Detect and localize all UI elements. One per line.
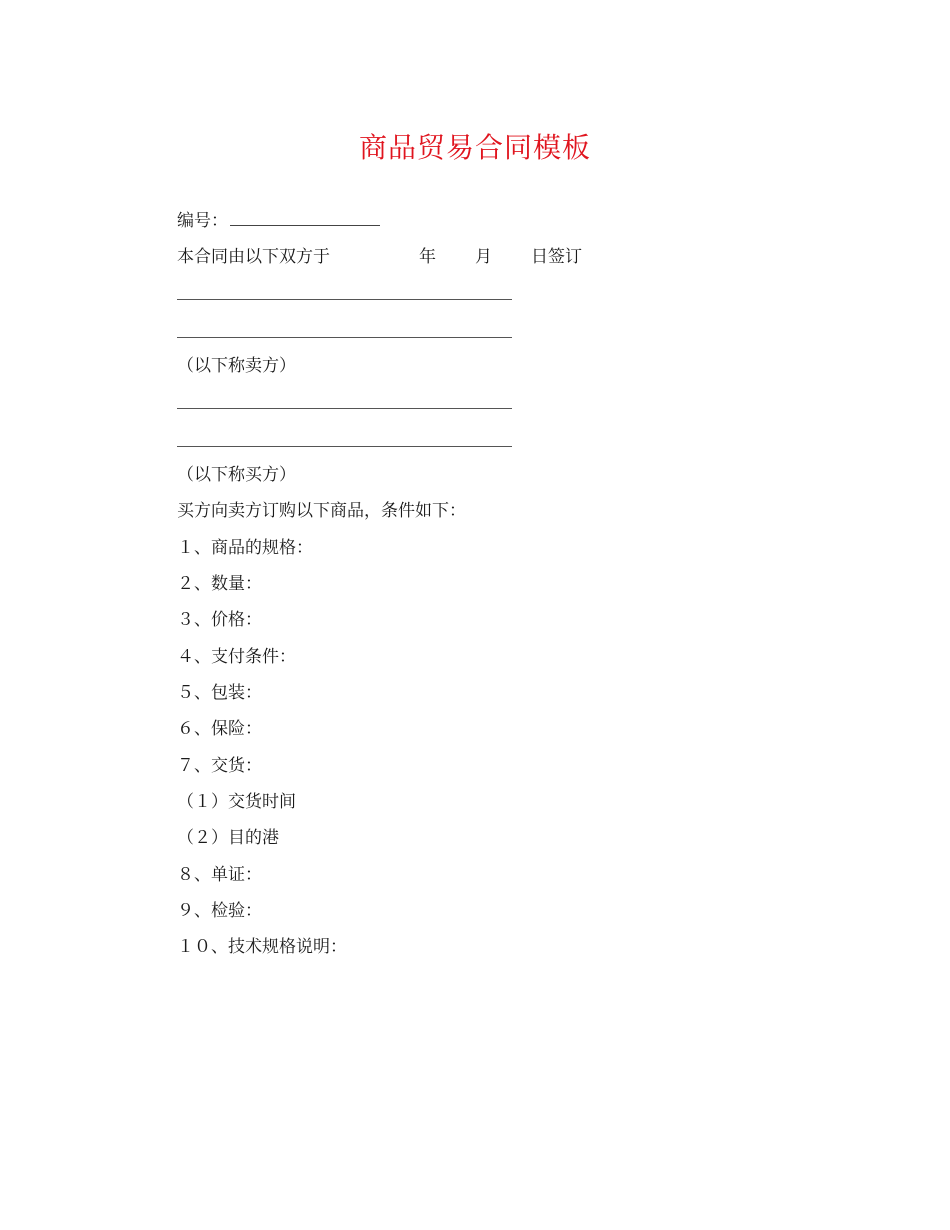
term-item: ３、价格：: [177, 610, 262, 630]
year-label: 年: [419, 247, 436, 267]
seller-label: （以下称卖方）: [177, 356, 296, 376]
buyer-label: （以下称买方）: [177, 465, 296, 485]
contract-number-label: 编号：: [177, 211, 228, 231]
document-title: 商品贸易合同模板: [358, 131, 591, 164]
intro-line: [177, 245, 330, 269]
term-subitem: （１）交货时间: [177, 792, 296, 812]
term-item: ６、保险：: [177, 719, 262, 739]
day-label: 日签订: [531, 247, 582, 267]
term-item: ４、支付条件：: [177, 647, 296, 667]
term-item: ２、数量：: [177, 574, 262, 594]
intro-prefix: 本合同由以下双方于: [177, 247, 330, 267]
seller-name-rule[interactable]: [177, 299, 512, 300]
term-item: １、商品的规格：: [177, 538, 313, 558]
term-item: ７、交货：: [177, 756, 262, 776]
contract-number-blank[interactable]: [230, 209, 380, 226]
buyer-address-rule[interactable]: [177, 446, 512, 447]
term-item: ８、单证：: [177, 865, 262, 885]
month-label: 月: [475, 247, 492, 267]
term-item: ５、包装：: [177, 683, 262, 703]
terms-intro: 买方向卖方订购以下商品，条件如下：: [177, 501, 466, 521]
seller-address-rule[interactable]: [177, 337, 512, 338]
term-subitem: （２）目的港: [177, 828, 279, 848]
term-item: ９、检验：: [177, 901, 262, 921]
buyer-name-rule[interactable]: [177, 408, 512, 409]
term-item: １０、技术规格说明：: [177, 937, 347, 957]
contract-number-line: [177, 209, 380, 233]
